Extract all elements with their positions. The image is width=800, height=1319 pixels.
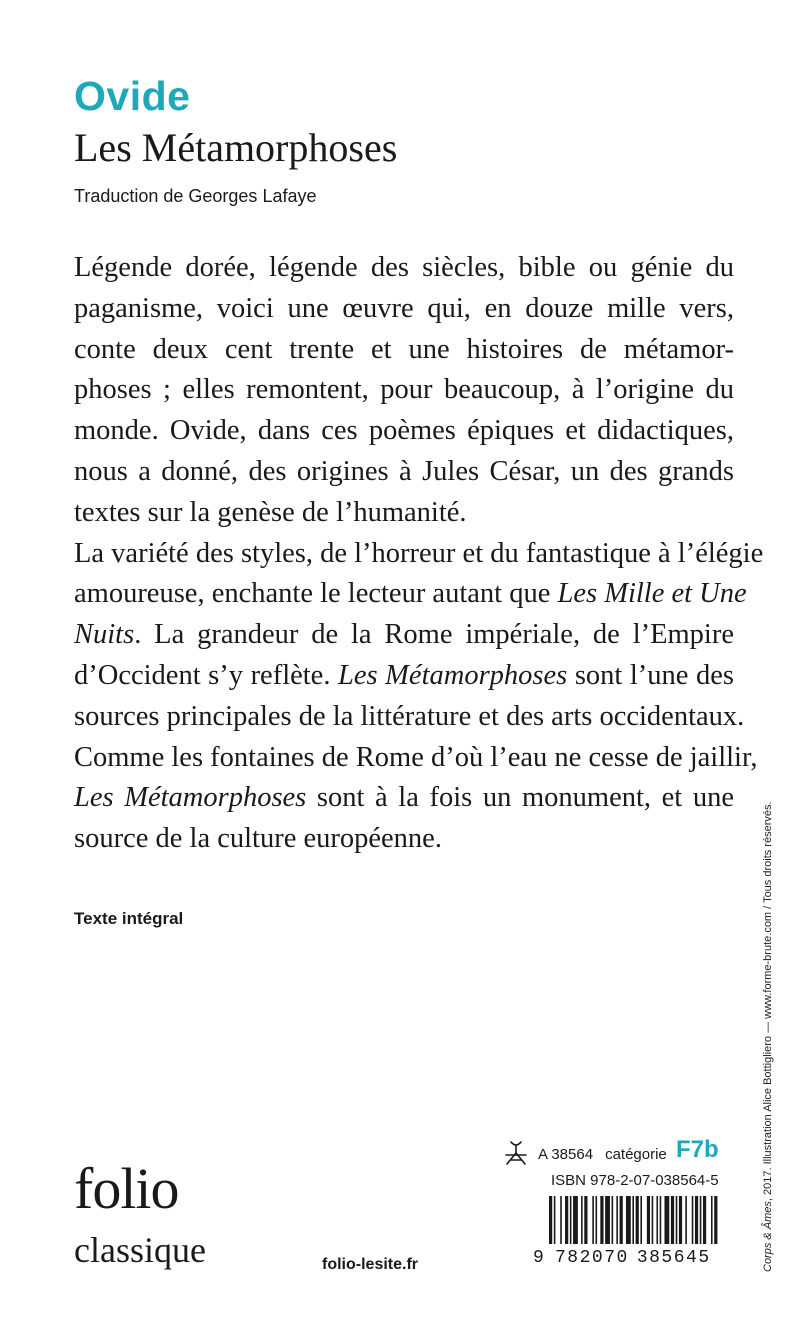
barcode-lead-digit: 9 xyxy=(533,1248,544,1268)
blurb-text xyxy=(74,248,764,860)
blurb-line: Comme les fontaines de Rome d’où l’eau ne cesse de jaillir, xyxy=(74,741,758,773)
category-label: catégorie xyxy=(605,1146,667,1163)
barcode xyxy=(549,1196,719,1244)
barcode-bar xyxy=(685,1196,687,1244)
blurb-fragment: d’Occident s’y reflète. xyxy=(74,659,339,691)
barcode-bar xyxy=(714,1196,717,1244)
author-name: Ovide xyxy=(74,73,191,119)
catalog-line xyxy=(538,1146,679,1163)
illustration-credit xyxy=(762,801,774,1272)
barcode-bar xyxy=(549,1196,552,1244)
barcode-bar xyxy=(632,1196,634,1244)
blurb-line xyxy=(74,778,734,819)
book-title: Les Métamorphoses xyxy=(74,125,398,170)
barcode-bar xyxy=(600,1196,603,1244)
blurb-fragment: sont l’une des xyxy=(567,659,734,691)
publisher-logo-classique: classique xyxy=(74,1230,206,1270)
barcode-bar xyxy=(554,1196,556,1244)
blurb-line: nous a donné, des origines à Jules César, un des grands xyxy=(74,455,734,487)
barcode-bar xyxy=(640,1196,642,1244)
barcode-bar xyxy=(616,1196,618,1244)
barcode-digits xyxy=(533,1248,723,1268)
barcode-bar xyxy=(570,1196,572,1244)
blurb-line: source de la culture européenne. xyxy=(74,823,442,855)
barcode-bar xyxy=(620,1196,623,1244)
barcode-bar xyxy=(656,1196,658,1244)
credit-text: , 2017. Illustration Alice Bottigliero — www.forme-brute.com / Tous droits réservés. xyxy=(762,801,774,1202)
blurb-line xyxy=(74,656,734,697)
blurb-line: phoses ; elles remontent, pour beaucoup, à l’origine du xyxy=(74,374,734,406)
barcode-bar xyxy=(565,1196,568,1244)
book-reference-metamorphoses: Les Métamorphoses xyxy=(74,782,307,814)
barcode-bar xyxy=(573,1196,578,1244)
illustration-title: Corps & Âmes xyxy=(762,1201,774,1272)
blurb-line: sources principales de la littérature et des arts occidentaux. xyxy=(74,700,745,732)
barcode-bar xyxy=(592,1196,594,1244)
barcode-bar xyxy=(612,1196,614,1244)
category-code: F7b xyxy=(676,1136,719,1163)
barcode-bar xyxy=(647,1196,650,1244)
blurb-line: monde. Ovide, dans ces poèmes épiques et didactiques, xyxy=(74,415,734,447)
barcode-bar xyxy=(626,1196,631,1244)
blurb-paragraph-2 xyxy=(74,534,764,860)
blurb-line: La variété des styles, de l’horreur et du fantastique à l’élégie xyxy=(74,537,764,569)
book-reference-mille-et-une-nuits: Les Mille et Une xyxy=(557,578,747,610)
barcode-bar xyxy=(671,1196,674,1244)
publisher-website[interactable]: folio-lesite.fr xyxy=(322,1256,419,1273)
barcode-bar xyxy=(679,1196,682,1244)
blurb-line xyxy=(74,615,734,656)
barcode-bar xyxy=(581,1196,583,1244)
barcode-bar xyxy=(660,1196,662,1244)
translator-credit: Traduction de Georges Lafaye xyxy=(74,186,317,206)
barcode-bar xyxy=(700,1196,702,1244)
blurb-paragraph-1 xyxy=(74,248,734,534)
catalog-ref: A 38564 xyxy=(538,1146,594,1163)
blurb-line: conte deux cent trente et une histoires de métamor- xyxy=(74,333,734,365)
barcode-bar xyxy=(676,1196,678,1244)
gallimard-mark-icon xyxy=(503,1140,529,1166)
barcode-bar xyxy=(584,1196,587,1244)
blurb-fragment: sont à la fois un monument, et une xyxy=(306,782,734,814)
isbn-number: ISBN 978-2-07-038564-5 xyxy=(551,1172,719,1189)
barcode-bar xyxy=(695,1196,698,1244)
book-reference-nuits: Nuits xyxy=(74,619,135,651)
barcode-bar xyxy=(596,1196,598,1244)
blurb-fragment: amoureuse, enchante le lecteur autant que xyxy=(74,578,558,610)
book-reference-metamorphoses: Les Métamorphoses xyxy=(338,659,568,691)
barcode-group-1: 782070 xyxy=(555,1248,629,1268)
barcode-bar xyxy=(703,1196,706,1244)
blurb-line: Légende dorée, légende des siècles, bible ou génie du xyxy=(74,252,734,283)
blurb-line xyxy=(74,574,747,615)
barcode-bar xyxy=(605,1196,610,1244)
barcode-bar xyxy=(652,1196,654,1244)
blurb-line: textes sur la genèse de l’humanité. xyxy=(74,496,467,528)
edition-note: Texte intégral xyxy=(74,909,184,928)
blurb-line: paganisme, voici une œuvre qui, en douze mille vers, xyxy=(74,292,734,324)
blurb-fragment: . La grandeur de la Rome impériale, de l’Empire xyxy=(134,619,734,651)
publisher-logo-folio: folio xyxy=(74,1156,179,1221)
barcode-bar xyxy=(711,1196,713,1244)
barcode-bar xyxy=(664,1196,669,1244)
barcode-bar xyxy=(636,1196,639,1244)
barcode-bar xyxy=(692,1196,694,1244)
barcode-bar xyxy=(560,1196,562,1244)
barcode-group-2: 385645 xyxy=(636,1248,711,1268)
